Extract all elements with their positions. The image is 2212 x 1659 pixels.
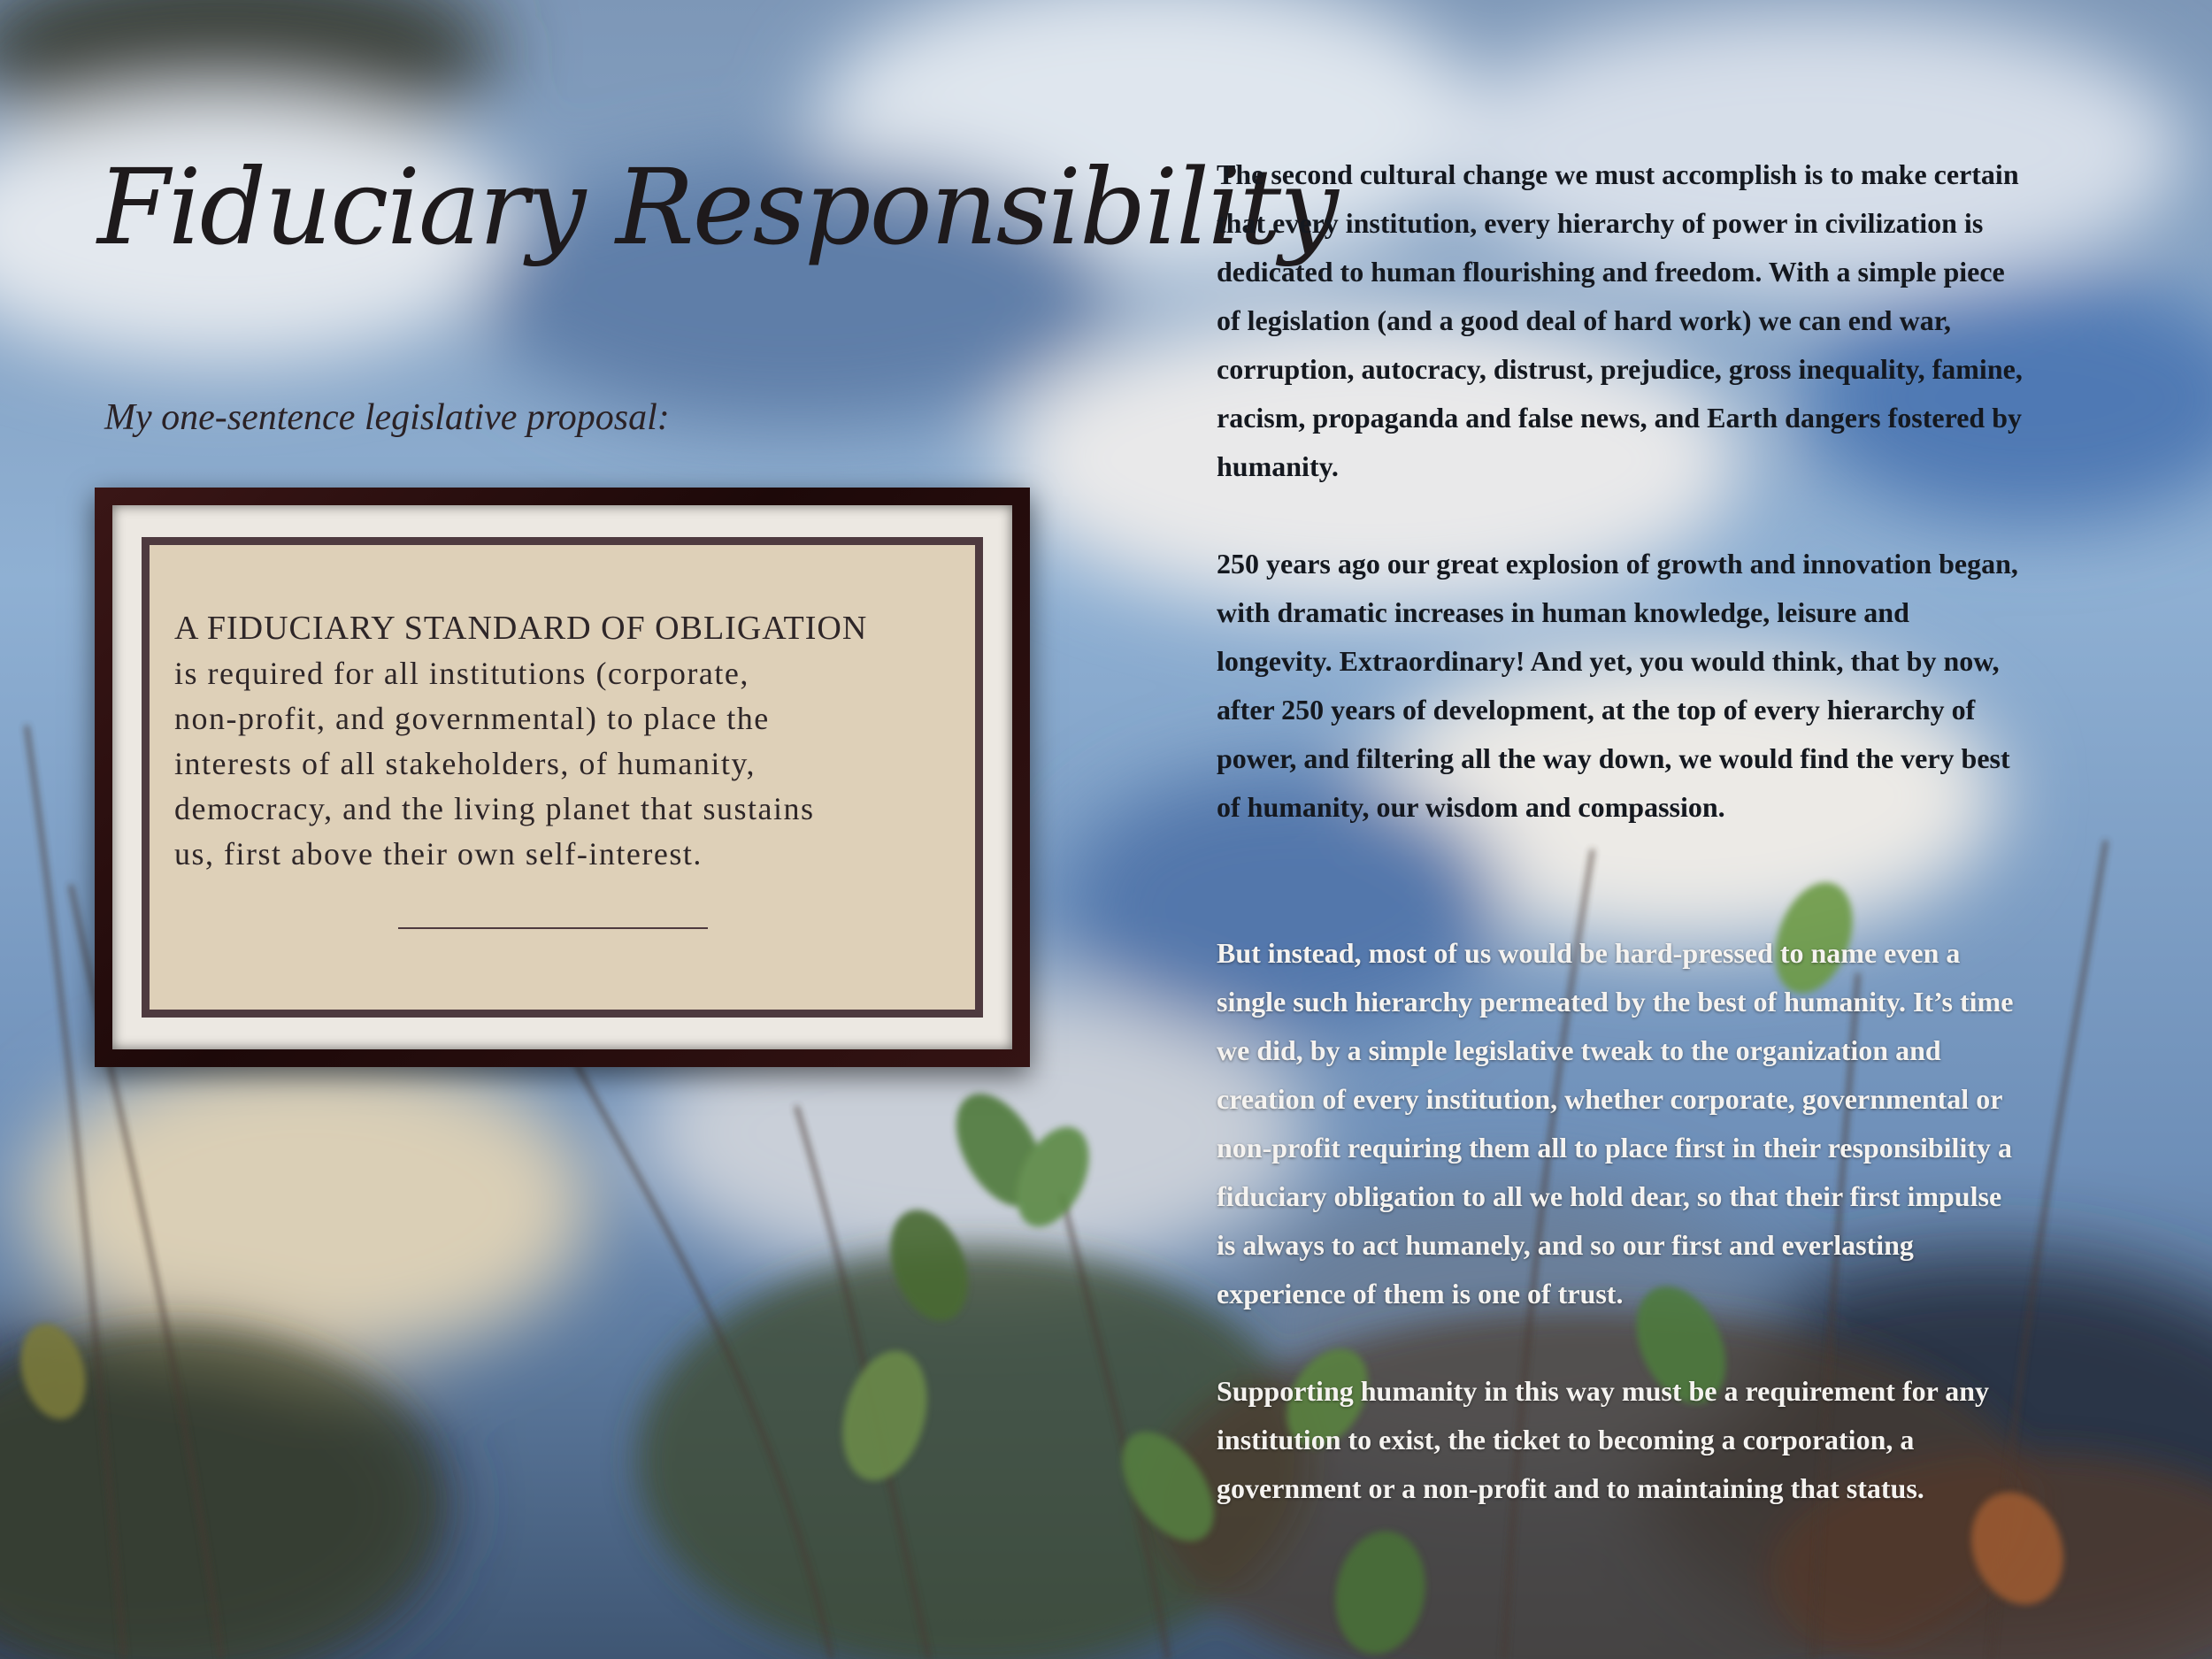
paragraph-line: power, and filtering all the way down, we would find the very best	[1217, 742, 2010, 774]
paragraph-line: corruption, autocracy, distrust, prejudice, gross inequality, famine,	[1217, 353, 2023, 385]
paragraph-line: that every institution, every hierarchy of power in civilization is	[1217, 207, 1984, 239]
paragraph-line: experience of them is one of trust.	[1217, 1278, 1624, 1310]
paragraph-line: fiduciary obligation to all we hold dear, so that their first impulse	[1217, 1180, 2002, 1212]
plaque-line: democracy, and the living planet that sustains	[174, 791, 815, 826]
paragraph-line: Supporting humanity in this way must be a requirement for any	[1217, 1375, 1990, 1407]
paragraph-line: The second cultural change we must accomplish is to make certain	[1217, 158, 2019, 190]
paragraph-line: of legislation (and a good deal of hard work) we can end war,	[1217, 304, 1951, 336]
paragraph-line: non-profit requiring them all to place first in their responsibility a	[1217, 1132, 2012, 1164]
paragraph-line: of humanity, our wisdom and compassion.	[1217, 791, 1725, 823]
page-subtitle: My one-sentence legislative proposal:	[104, 397, 670, 438]
proposal-frame	[95, 488, 1030, 1067]
paragraph-line: we did, by a simple legislative tweak to the organization and	[1217, 1034, 1941, 1066]
paragraph-2	[1217, 540, 2119, 832]
paragraph-line: single such hierarchy permeated by the best of humanity. It’s time	[1217, 986, 2014, 1018]
paragraph-1	[1217, 150, 2119, 491]
paragraph-line: 250 years ago our great explosion of growth and innovation began,	[1217, 548, 2018, 580]
paragraph-4	[1217, 1367, 2119, 1513]
plaque-heading: A FIDUCIARY STANDARD OF OBLIGATION	[174, 610, 868, 647]
paragraph-line: racism, propaganda and false news, and Earth dangers fostered by	[1217, 402, 2023, 434]
paragraph-3	[1217, 929, 2119, 1318]
frame-mat	[112, 505, 1012, 1049]
paragraph-line: after 250 years of development, at the top of every hierarchy of	[1217, 694, 1976, 726]
paragraph-line: longevity. Extraordinary! And yet, you would think, that by now,	[1217, 645, 2000, 677]
plaque-text	[174, 651, 954, 877]
paragraph-line: is always to act humanely, and so our first and everlasting	[1217, 1229, 1914, 1261]
paragraph-line: dedicated to human flourishing and freedom. With a simple piece	[1217, 256, 2005, 288]
plaque-line: non-profit, and governmental) to place the	[174, 701, 770, 736]
paragraph-line: But instead, most of us would be hard-pressed to name even a	[1217, 937, 1961, 969]
plaque-line: interests of all stakeholders, of humanity,	[174, 746, 757, 781]
paragraph-line: government or a non-profit and to maintaining that status.	[1217, 1472, 1924, 1504]
proposal-plaque	[142, 537, 983, 1018]
paragraph-line: institution to exist, the ticket to becoming a corporation, a	[1217, 1424, 1915, 1455]
plaque-line: is required for all institutions (corporate,	[174, 656, 749, 691]
page-title: Fiduciary Responsibility	[97, 146, 1337, 268]
paragraph-line: with dramatic increases in human knowledge, leisure and	[1217, 596, 1909, 628]
plaque-line: us, first above their own self-interest.	[174, 836, 703, 872]
paragraph-line: creation of every institution, whether corporate, governmental or	[1217, 1083, 2003, 1115]
paragraph-line: humanity.	[1217, 450, 1339, 482]
plaque-divider	[398, 927, 708, 929]
